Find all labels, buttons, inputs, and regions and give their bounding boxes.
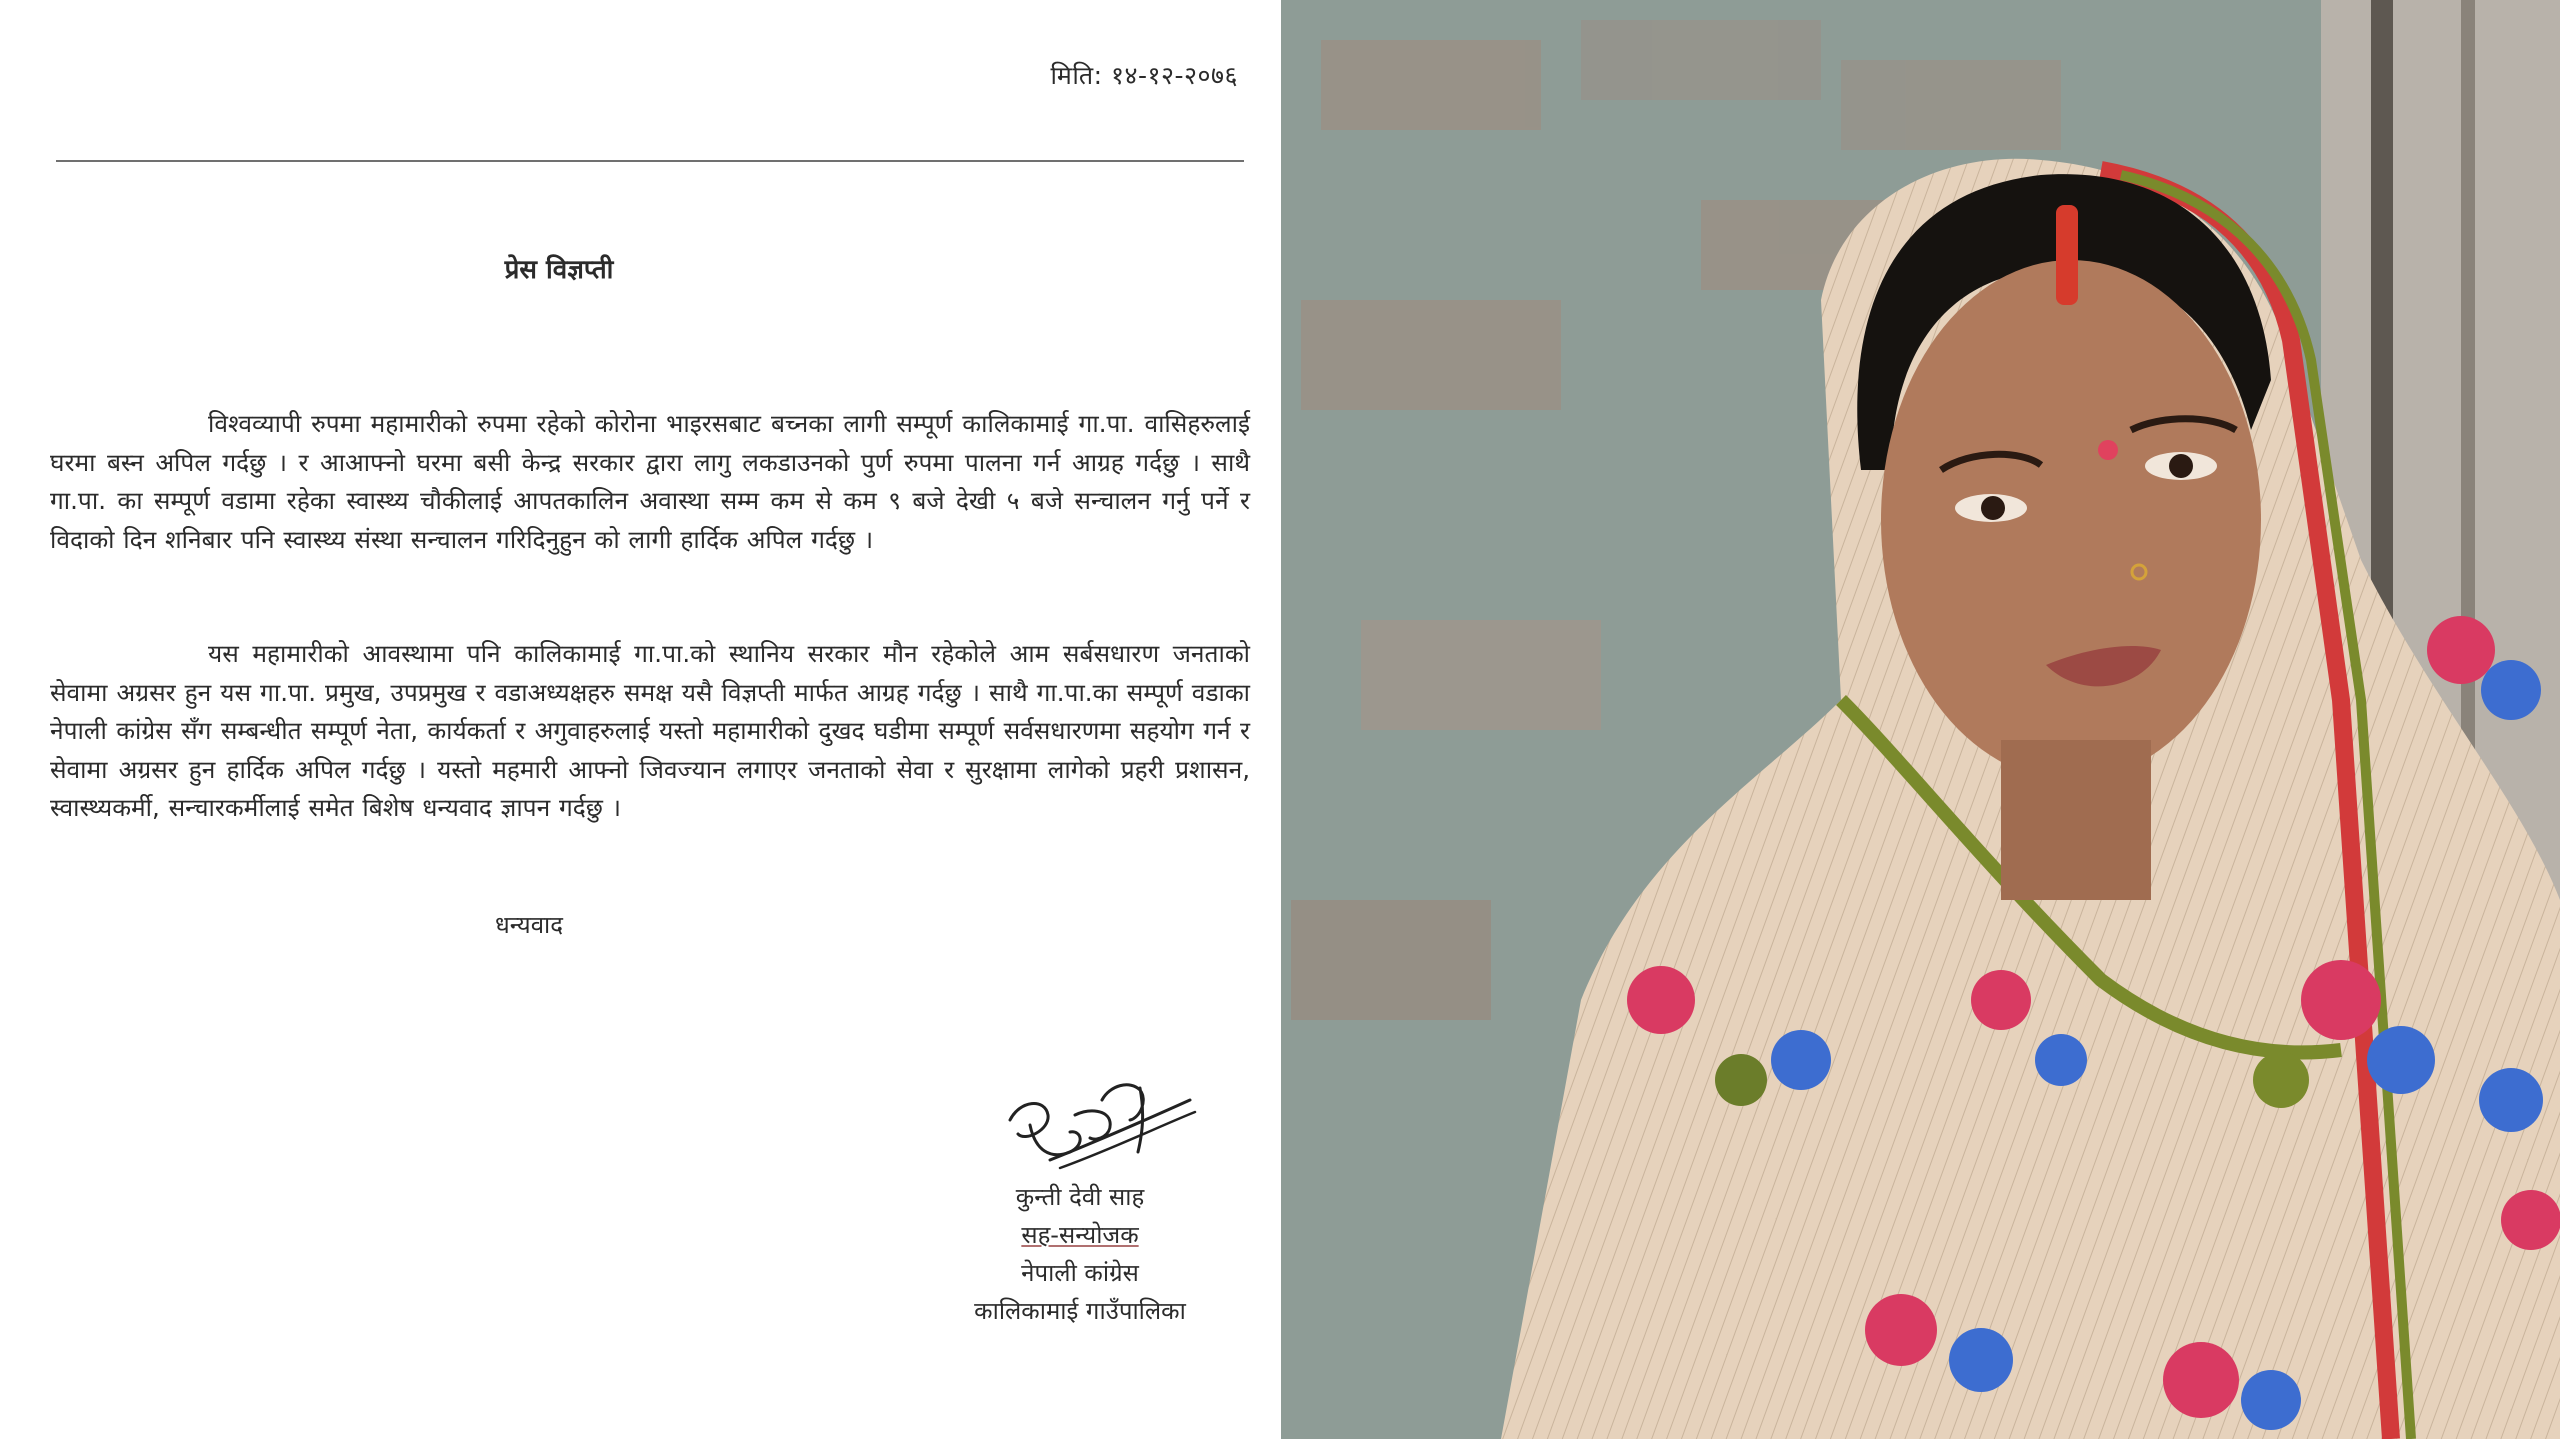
date-line: मिति: १४-१२-२०७६ bbox=[1050, 61, 1238, 90]
face bbox=[1881, 260, 2261, 780]
handwritten-signature bbox=[990, 1060, 1200, 1180]
signatory-role: सह-सन्योजक bbox=[1021, 1221, 1139, 1249]
portrait-photo bbox=[1281, 0, 2560, 1439]
signatory-name: कुन्ती देवी साह bbox=[1015, 1183, 1145, 1211]
signatory-office: कालिकामाई गाउँपालिका bbox=[974, 1297, 1186, 1325]
document-title: प्रेस विज्ञप्ती bbox=[504, 255, 614, 285]
body-paragraph-1: विश्वव्यापी रुपमा महामारीको रुपमा रहेको कोरोना भाइरसबाट बच्नका लागी सम्पूर्ण कालिकामाई गा.पा. वासिहरुलाई घरमा बस्न अपिल गर्दछु । र आआफ्नो घरमा बसी केन्द्र सरकार द्वारा लागु लकडाउनको पुर्ण रुपमा पालना गर्न आग्रह गर्दछु । साथै गा.पा. का सम्पूर्ण वडामा रहेका स्वास्थ्य चौकीलाई आपतकालिन अवास्था सम्म कम से कम ९ बजे देखी ५ बजे सन्चालन गर्नु पर्ने र विदाको दिन शनिबार पनि स्वास्थ्य संस्था सन्चालन गरिदिनुहुन को लागी हार्दिक अपिल गर्दछु । bbox=[50, 409, 1250, 554]
portrait-illustration bbox=[1281, 0, 2560, 1439]
body-paragraph-2: यस महामारीको आवस्थामा पनि कालिकामाई गा.पा.को स्थानिय सरकार मौन रहेकोले आम सर्बसधारण जनताको सेवामा अग्रसर हुन यस गा.पा. प्रमुख, उपप्रमुख र वडाअध्यक्षहरु समक्ष यसै विज्ञप्ती मार्फत आग्रह गर्दछु । साथै गा.पा.का सम्पूर्ण वडाका नेपाली कांग्रेस सँग सम्बन्धीत सम्पूर्ण नेता, कार्यकर्ता र अगुवाहरुलाई यस्तो महामारीको दुखद घडीमा सम्पूर्ण सर्वसधारणमा सहयोग गर्न र सेवामा अग्रसर हुन हार्दिक अपिल गर्दछु । यस्तो महमारी आफ्नो जिवज्यान लगाएर जनताको सेवा र सुरक्षामा लागेको प्रहरी प्रशासन, स्वास्थ्यकर्मी, सन्चारकर्मीलाई समेत बिशेष धन्यवाद ज्ञापन गर्दछु । bbox=[50, 639, 1250, 822]
header-divider bbox=[56, 160, 1244, 162]
signatory-block bbox=[940, 1178, 1220, 1330]
closing-thanks: धन्यवाद bbox=[494, 911, 564, 939]
press-release-document bbox=[0, 0, 1278, 1439]
signatory-party: नेपाली कांग्रेस bbox=[1021, 1259, 1139, 1287]
